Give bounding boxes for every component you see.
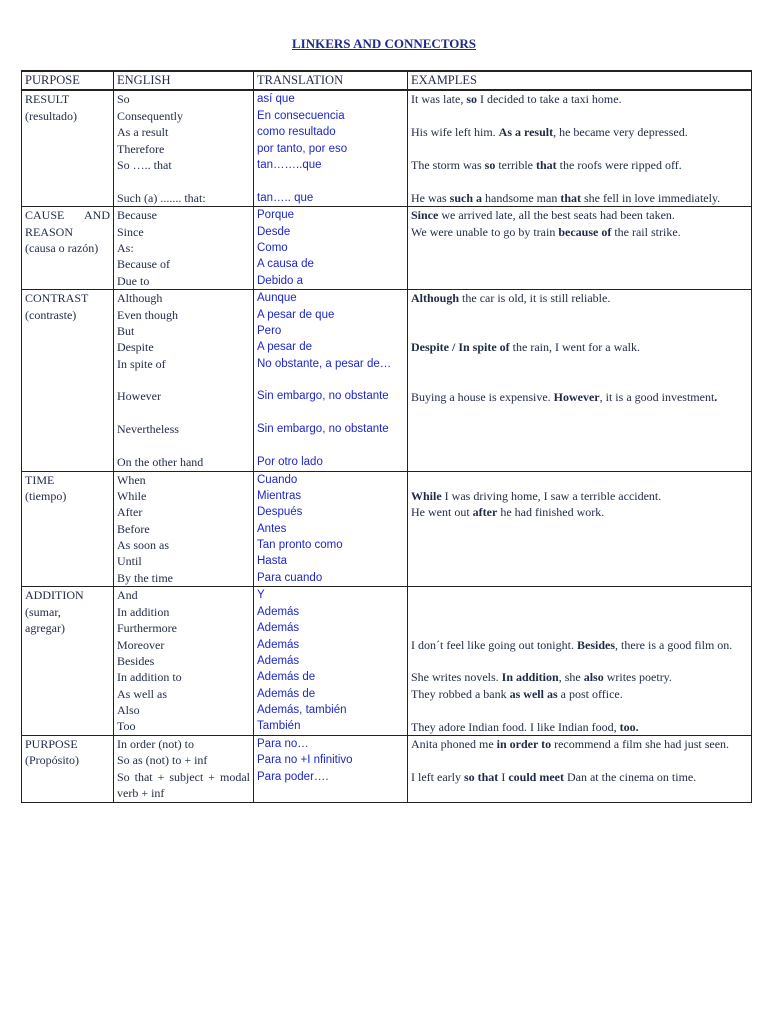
english-term: So that + subject + modal verb + inf [117,769,250,801]
translation-term: Además, también [257,704,347,717]
section-row [22,290,752,471]
example-sentence [411,504,748,520]
translation-term: Sin embargo, no obstante [257,423,389,436]
examples-cell [408,290,752,471]
translation-term: No obstante, a pesar de… [257,357,392,370]
example-keyword: However [553,389,600,404]
example-keyword: that [535,158,557,172]
translation-term: Porque [257,209,295,222]
example-text: Buying a house is expensive. [411,389,554,404]
example-sentence [411,157,748,190]
translation-term: Antes [257,522,287,535]
english-term: When [117,472,146,487]
translation-cell [254,587,408,736]
purpose-label: CONTRAST [25,291,89,306]
translation-term: Además [257,654,300,667]
english-term: Therefore [117,141,165,156]
example-text: he had finished work. [497,505,605,520]
english-term: In addition [117,604,170,619]
english-cell [114,587,254,736]
english-term: On the other hand [117,455,204,470]
purpose-label: (Propósito) [25,753,79,768]
example-sentence [411,769,748,802]
purpose-cell [22,90,114,206]
translation-term: tan……..que [257,158,322,171]
translation-term: Además [257,605,300,618]
translation-term: Como [257,241,288,254]
example-sentence [411,207,748,223]
english-term: Also [117,703,140,718]
translation-term: En consecuencia [257,109,345,122]
header-english: ENGLISH [114,71,254,90]
english-term: As: [117,240,134,255]
example-text: the roofs were ripped off. [556,158,682,172]
example-keyword: Despite / In spite of [411,340,510,355]
translation-term: Después [257,506,303,519]
english-term [117,438,250,454]
purpose-cell [22,735,114,802]
section-row [22,207,752,290]
translation-cell [254,90,408,206]
translation-term: Y [257,589,265,602]
examples-cell [408,735,752,802]
english-term: After [117,505,143,520]
example-text: , it is a good investment [599,389,715,404]
translation-term: Además de [257,687,316,700]
translation-term: Para cuando [257,571,323,584]
example-text: We were unable to go by train [411,224,559,239]
english-term: Because of [117,257,170,272]
translation-term: Mientras [257,489,302,502]
purpose-label: (tiempo) [25,488,67,503]
english-term: In spite of [117,356,166,371]
linkers-table [21,70,752,803]
examples-cell [408,207,752,290]
translation-term: Aunque [257,292,297,305]
example-keyword: Besides [576,637,615,652]
translation-term: tan….. que [257,191,314,204]
translation-term: Pero [257,324,282,337]
example-keyword: that [560,190,581,205]
example-text: I don´t feel like going out tonight. [411,637,577,652]
translation-term [257,173,404,189]
purpose-cell [22,471,114,587]
translation-term: así que [257,93,295,106]
translation-term: Debido a [257,274,304,287]
example-text: terrible [495,158,536,172]
section-row [22,735,752,802]
example-text: Anita phoned me [411,736,497,751]
translation-term: También [257,720,301,733]
header-examples: EXAMPLES [408,71,752,90]
example-text: She writes novels. [411,670,502,685]
examples-cell [408,90,752,206]
example-text: writes poetry. [603,670,672,685]
example-sentence [411,124,748,157]
english-term [117,173,250,189]
purpose-label: REASON [25,224,74,239]
english-term: Nevertheless [117,422,179,437]
translation-term: Además de [257,671,316,684]
example-sentence [411,190,748,207]
english-cell [114,90,254,206]
example-keyword: While [411,488,442,503]
translation-term [257,438,404,454]
example-sentence [411,91,748,107]
translation-term: por tanto, por eso [257,142,348,155]
english-term: By the time [117,570,173,585]
example-keyword: so that [463,769,499,784]
english-term: As soon as [117,538,170,553]
example-sentence [411,290,748,306]
example-text: He went out [411,505,473,520]
example-sentence [411,686,748,702]
example-text: the car is old, it is still reliable. [459,291,611,306]
translation-cell [254,207,408,290]
example-text: It was late, [411,92,467,107]
translation-term [257,372,404,388]
translation-term: A pesar de que [257,308,335,321]
section-row [22,90,752,206]
english-term: Due to [117,273,150,288]
english-term: As a result [117,125,169,140]
purpose-cell [22,290,114,471]
english-cell [114,471,254,587]
example-keyword: so [466,92,477,107]
purpose-label: TIME [25,472,55,487]
example-keyword: because of [558,224,612,239]
header-row [22,71,752,90]
purpose-label: RESULT [25,92,70,107]
example-text: I left early [411,769,464,784]
translation-term: A causa de [257,258,314,271]
translation-cell [254,290,408,471]
example-keyword: too. [619,719,639,734]
english-term [117,405,250,421]
example-text: I [498,769,509,784]
example-text: , there is a good film on. [615,637,733,652]
page-title: LINKERS AND CONNECTORS [292,36,476,51]
english-term: But [117,323,135,338]
translation-term: Para no +I nfinitivo [257,754,353,767]
example-keyword: Although [411,291,460,306]
purpose-label: PURPOSE [25,736,78,751]
translation-term: Para poder…. [257,770,329,783]
header-translation: TRANSLATION [254,71,408,90]
example-keyword: In addition [501,670,559,685]
translation-term: Cuando [257,473,298,486]
translation-term: como resultado [257,126,336,139]
english-cell [114,207,254,290]
section-row [22,471,752,587]
example-text: a post office. [557,686,623,701]
english-term: Despite [117,340,154,355]
english-term [117,372,250,388]
example-sentence [411,669,748,685]
translation-term: Tan pronto como [257,539,343,552]
english-term: Until [117,554,142,569]
example-keyword: As a result [498,125,554,140]
purpose-label: (resultado) [25,108,77,123]
purpose-label: ADDITION [25,588,84,603]
english-term: Even though [117,307,178,322]
english-cell [114,735,254,802]
translation-term: Sin embargo, no obstante [257,390,389,403]
english-term: Before [117,521,150,536]
english-term: So [117,92,130,107]
example-keyword: as well as [509,686,558,701]
translation-term: Por otro lado [257,456,323,469]
english-term: In order (not) to [117,736,194,751]
purpose-label: (contraste) [25,307,77,322]
translation-cell [254,735,408,802]
example-keyword: . [714,389,718,404]
example-keyword: also [583,670,604,685]
english-term: Because [117,208,157,223]
example-sentence [411,637,748,670]
english-term: However [117,389,161,404]
example-text: we arrived late, all the best seats had been taken. [438,208,675,223]
example-text: , he became very depressed. [553,125,688,140]
translation-term: Hasta [257,555,288,568]
english-term: Moreover [117,637,165,652]
example-text: He was [411,190,450,205]
english-term: Too [117,719,136,734]
example-text: I decided to take a taxi home. [476,92,622,107]
example-text: I was driving home, I saw a terrible accident. [441,488,662,503]
example-sentence [411,719,748,735]
example-sentence [411,339,748,355]
examples-cell [408,587,752,736]
example-text: They robbed a bank [411,686,510,701]
purpose-label: agregar) [25,621,65,636]
example-sentence [411,389,748,422]
example-text: recommend a film she had just seen. [551,736,730,751]
example-text: They adore Indian food. I like Indian food, [411,719,620,734]
example-text: she fell in love immediately. [581,190,721,205]
example-sentence [411,736,748,769]
example-keyword: such a [449,190,482,205]
example-text: the rain, I went for a walk. [509,340,640,355]
example-text: , she [558,670,584,685]
example-keyword: so [484,158,496,172]
purpose-label: CAUSE AND [25,208,110,223]
translation-term: Desde [257,225,291,238]
english-term: Although [117,291,163,306]
english-term: While [117,488,147,503]
english-term: Since [117,224,144,239]
translation-term: A pesar de [257,341,312,354]
translation-term [257,405,404,421]
english-term: Such (a) ....... that: [117,190,206,205]
english-term: So ….. that [117,157,172,172]
english-term: So as (not) to + inf [117,753,208,768]
purpose-cell [22,207,114,290]
example-text: the rail strike. [611,224,681,239]
example-text: His wife left him. [411,125,499,140]
example-sentence [411,488,748,504]
section-row [22,587,752,736]
english-term: As well as [117,686,167,701]
purpose-label: (sumar, [25,604,61,619]
example-text: The storm was [411,158,485,172]
english-term: In addition to [117,670,182,685]
example-text: Dan at the cinema on time. [563,769,697,784]
english-term: Furthermore [117,621,177,636]
example-sentence [411,224,748,257]
translation-term: Además [257,622,300,635]
example-text: handsome man [482,190,561,205]
english-term: Besides [117,653,155,668]
translation-term: Para no… [257,737,309,750]
english-cell [114,290,254,471]
purpose-label: (causa o razón) [25,240,99,255]
english-term: Consequently [117,108,183,123]
example-keyword: could meet [508,769,564,784]
example-keyword: after [472,505,498,520]
examples-cell [408,471,752,587]
purpose-cell [22,587,114,736]
translation-cell [254,471,408,587]
example-keyword: in order to [496,736,552,751]
example-keyword: Since [411,208,439,223]
translation-term: Además [257,638,300,651]
english-term: And [117,588,138,603]
header-purpose: PURPOSE [22,71,114,90]
